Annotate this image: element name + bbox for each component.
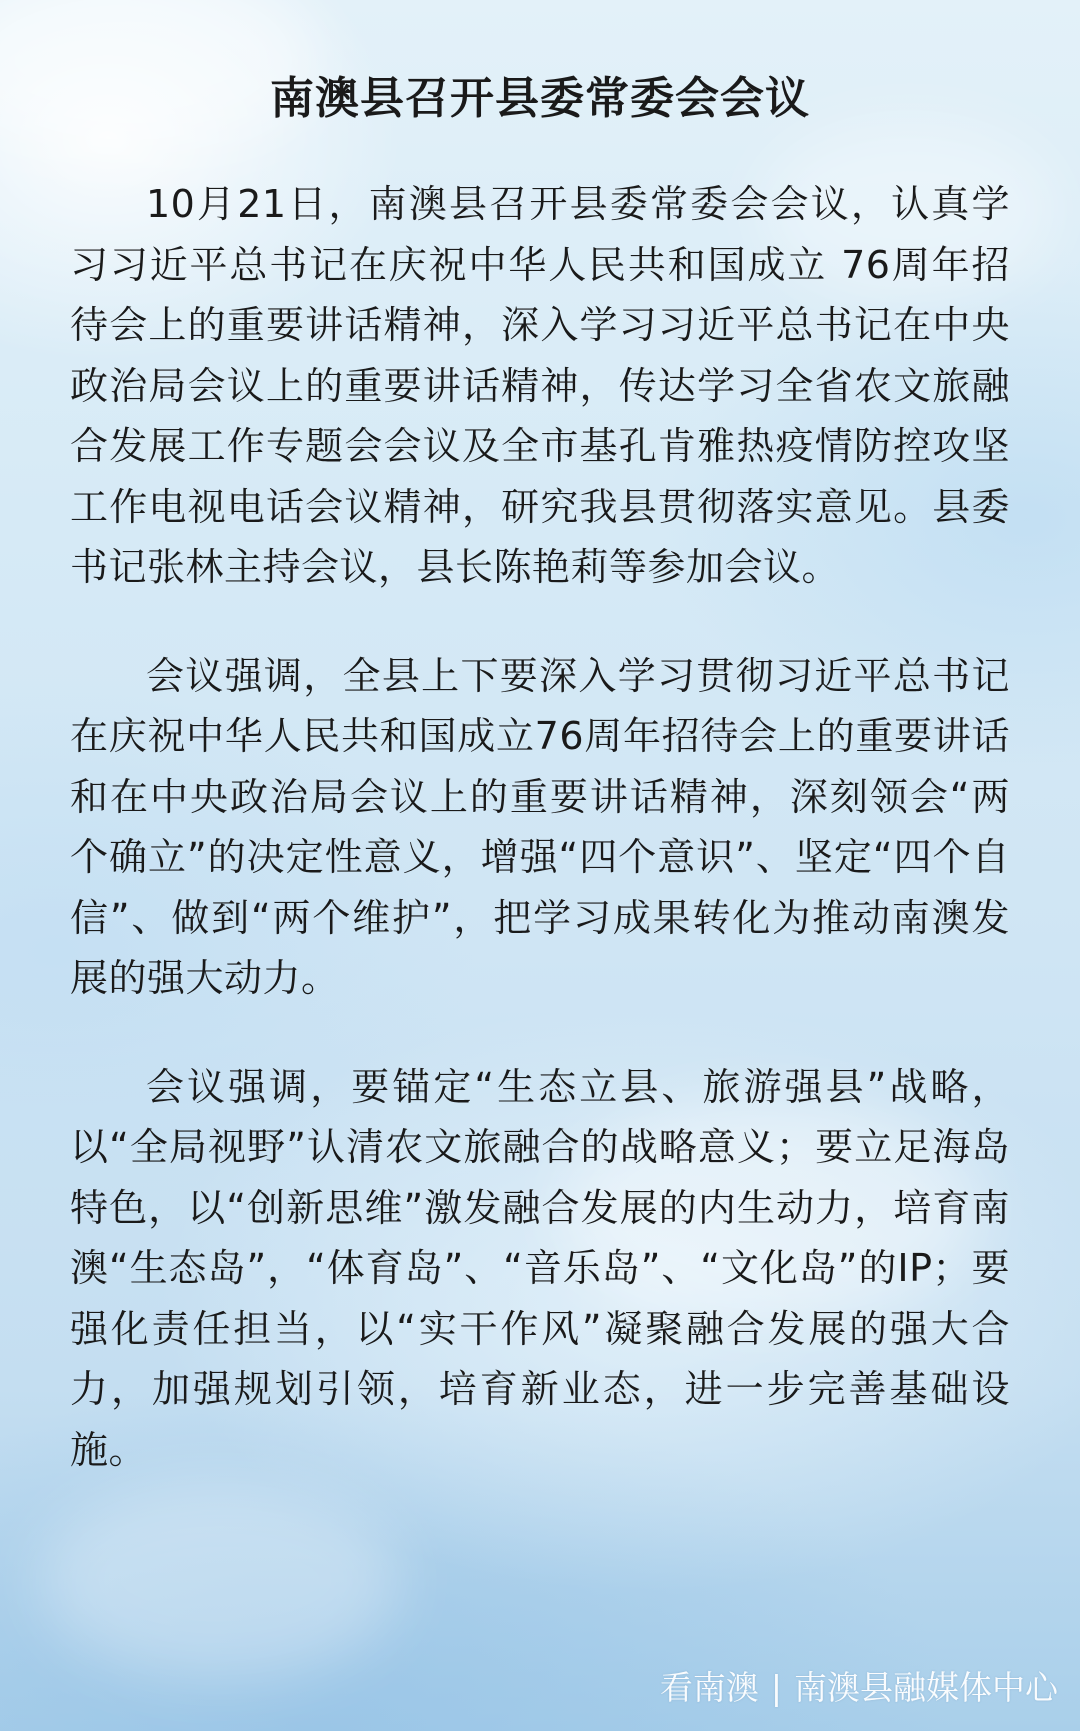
article-title: 南澳县召开县委常委会会议 <box>270 73 810 124</box>
article <box>70 64 1010 1528</box>
source-watermark <box>660 1662 1058 1709</box>
article-paragraph-2: 会议强调，全县上下要深入学习贯彻习近平总书记在庆祝中华人民共和国成立76周年招待会上的重要讲话和在中央政治局会议上的重要讲话精神，深刻领会“两个确立”的决定性意义，增强“四个意识”、坚定“四个自信”、做到“两个维护”，把学习成果转化为推动南澳发展的强大动力。 <box>70 653 1010 1000</box>
watermark-channel: 看南澳 <box>659 1668 759 1707</box>
article-paragraph-1: 10月21日，南澳县召开县委常委会会议，认真学习习近平总书记在庆祝中华人民共和国成立 76周年招待会上的重要讲话精神，深入学习习近平总书记在中央政治局会议上的重要讲话精神，传达学习全省农文旅融合发展工作专题会会议及全市基孔肯雅热疫情防控攻坚工作电视电话会议精神，研究我县贯彻落实意见。县委书记张林主持会议，县长陈艳莉等参加会议。 <box>70 182 1010 589</box>
article-paragraph-3: 会议强调，要锚定“生态立县、旅游强县”战略，以“全局视野”认清农文旅融合的战略意义；要立足海岛特色，以“创新思维”激发融合发展的内生动力，培育南澳“生态岛”，“体育岛”、“音乐岛”、“文化岛”的IP；要强化责任担当，以“实干作风”凝聚融合发展的强大合力，加强规划引领，培育新业态，进一步完善基础设施。 <box>70 1064 1010 1472</box>
watermark-separator: | <box>770 1668 782 1707</box>
watermark-source: 南澳县融媒体中心 <box>794 1668 1058 1707</box>
